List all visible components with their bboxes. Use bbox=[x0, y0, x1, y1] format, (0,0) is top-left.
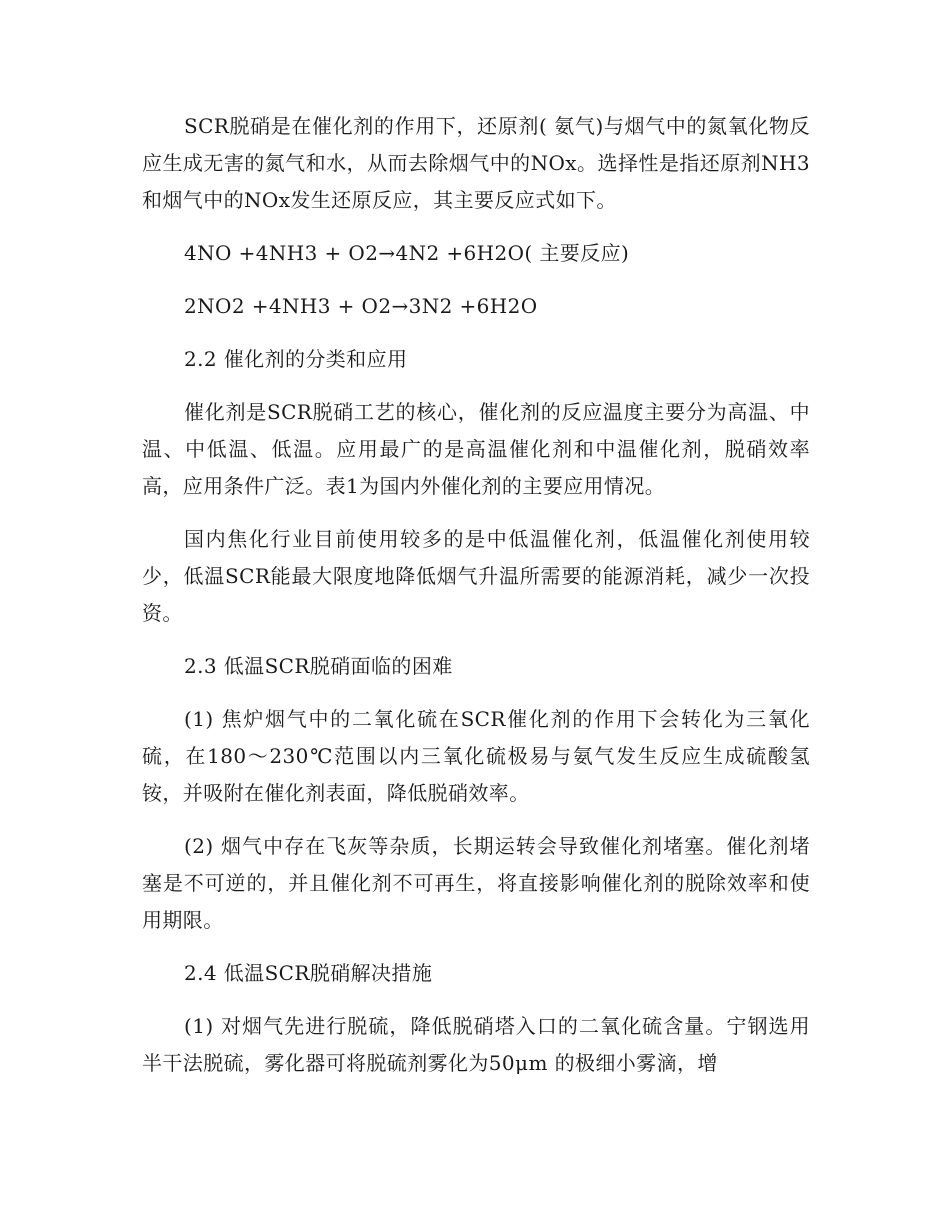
document-body bbox=[142, 108, 810, 1098]
paragraph-solution-1: (1) 对烟气先进行脱硫，降低脱硝塔入口的二氧化硫含量。宁钢选用半干法脱硫，雾化器可将脱硫剂雾化为50μm 的极细小雾滴，增 bbox=[142, 1014, 810, 1075]
reaction-equation-no2: 2NO2 +4NH3 + O2→3N2 +6H2O bbox=[184, 294, 538, 318]
paragraph-catalyst-classification: 催化剂是SCR脱硝工艺的核心，催化剂的反应温度主要分为高温、中温、中低温、低温。应用最广的是高温催化剂和中温催化剂，脱硝效率高，应用条件广泛。表1为国内外催化剂的主要应用情况。 bbox=[142, 400, 810, 498]
section-heading-2-2: 2.2 催化剂的分类和应用 bbox=[184, 347, 408, 371]
paragraph-difficulty-1: (1) 焦炉烟气中的二氧化硫在SCR催化剂的作用下会转化为三氧化硫，在180～230℃范围以内三氧化硫极易与氨气发生反应生成硫酸氢铵，并吸附在催化剂表面，降低脱硝效率。 bbox=[142, 707, 810, 805]
paragraph-coking-industry: 国内焦化行业目前使用较多的是中低温催化剂，低温催化剂使用较少，低温SCR能最大限度地降低烟气升温所需要的能源消耗，减少一次投资。 bbox=[142, 527, 810, 625]
reaction-equation-main: 4NO +4NH3 + O2→4N2 +6H2O( 主要反应) bbox=[184, 241, 630, 265]
paragraph-difficulty-2: (2) 烟气中存在飞灰等杂质，长期运转会导致催化剂堵塞。催化剂堵塞是不可逆的，并且催化剂不可再生，将直接影响催化剂的脱除效率和使用期限。 bbox=[142, 834, 810, 932]
paragraph-scr-intro: SCR脱硝是在催化剂的作用下，还原剂( 氨气)与烟气中的氮氧化物反应生成无害的氮气和水，从而去除烟气中的NOx。选择性是指还原剂NH3和烟气中的NOx发生还原反应，其主要反应式如下。 bbox=[142, 114, 810, 212]
section-heading-2-3: 2.3 低温SCR脱硝面临的困难 bbox=[184, 654, 453, 678]
section-heading-2-4: 2.4 低温SCR脱硝解决措施 bbox=[184, 961, 433, 985]
